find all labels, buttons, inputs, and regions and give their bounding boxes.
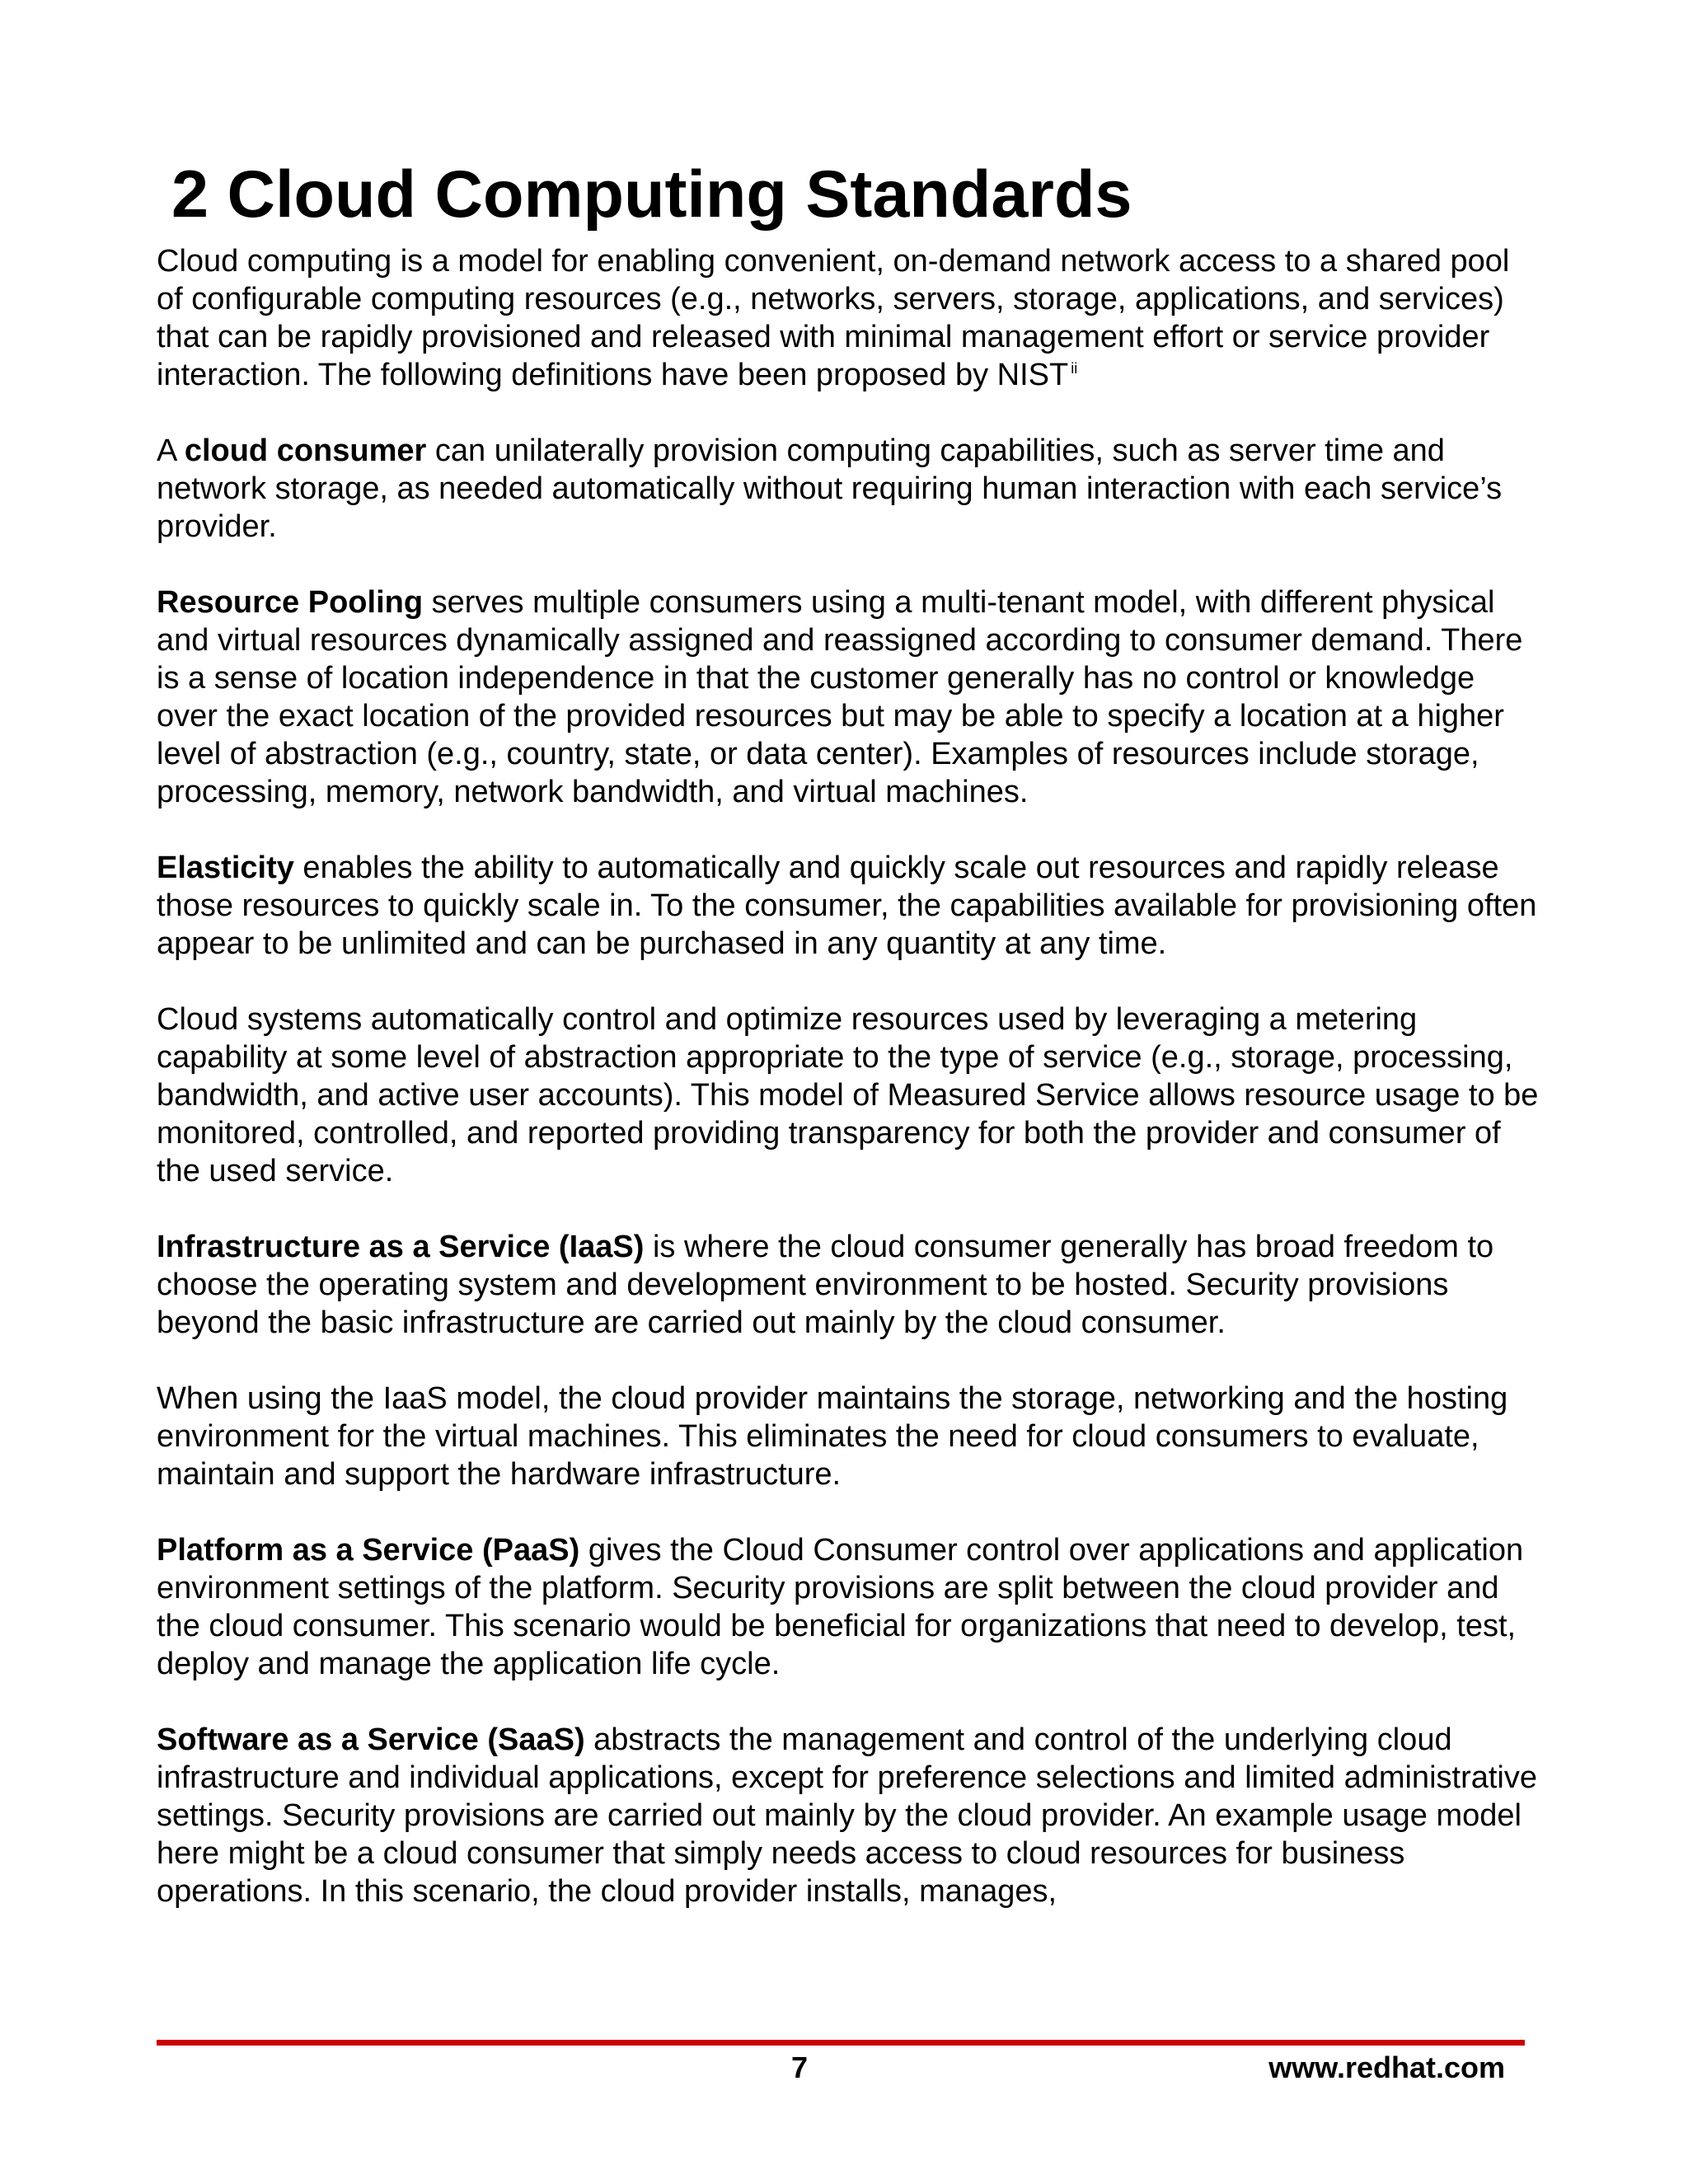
defined-term: Infrastructure as a Service (IaaS) [157,1230,645,1264]
defined-term: Elasticity [157,851,294,885]
page-heading: 2 Cloud Computing Standards [171,157,1132,232]
footnote-reference[interactable]: ii [1071,360,1078,377]
paragraph-elasticity [157,849,1541,963]
paragraph-saas [157,1721,1541,1910]
paragraph-text: can unilaterally provision computing capabilities, such as server time and network storage, as needed automatically without requiring human interaction with each service’s provider. [157,434,1503,544]
paragraph-text: gives the Cloud Consumer control over applications and application environment settings of the platform. Security provisions are split between the cloud provider and the cloud consumer. This scenario would be beneficial for organizations that need to develop, test, deploy and manage the application life cycle. [157,1533,1524,1681]
paragraph-text: is where the cloud consumer generally has broad freedom to choose the operating system and development environment to be hosted. Security provisions beyond the basic infrastructure are carried out mainly by the cloud consumer. [157,1230,1494,1340]
defined-term: cloud consumer [184,434,427,468]
footer-divider [157,2040,1525,2046]
paragraph-text: When using the IaaS model, the cloud provider maintains the storage, networking and the hosting environment for the virtual machines. This eliminates the need for cloud consumers to evaluate, maintain and support the hardware infrastructure. [157,1381,1508,1492]
paragraph-text: serves multiple consumers using a multi-tenant model, with different physical and virtual resources dynamically assigned and reassigned according to consumer demand. There is a sense of location independence in that the customer generally has no control or knowledge over the exact location of the provided resources but may be able to specify a location at a higher level of abstraction (e.g., country, state, or data center). Examples of resources include storage, processing, memory, network bandwidth, and virtual machines. [157,585,1523,809]
paragraph-prefix: A [157,434,185,468]
paragraph-text: Cloud systems automatically control and optimize resources used by leveraging a metering capability at some level of abstraction appropriate to the type of service (e.g., storage, processing, bandwidth, and active user accounts). This model of Measured Service allows resource usage to be monitored, controlled, and reported providing transparency for both the provider and consumer of the used service. [157,1002,1539,1188]
paragraph-intro [157,242,1541,394]
paragraph-resource-pooling [157,583,1541,811]
defined-term: Software as a Service (SaaS) [157,1722,585,1757]
paragraph-iaas-model [157,1380,1541,1493]
defined-term: Platform as a Service (PaaS) [157,1533,580,1568]
paragraph-text: Cloud computing is a model for enabling convenient, on-demand network access to a shared pool of configurable computing resources (e.g., networks, servers, storage, applications, and services) that can be rapidly provisioned and released with minimal management effort or service provider interaction. The following definitions have been proposed by NIST [157,244,1510,392]
paragraph-measured-service [157,1001,1541,1190]
paragraph-paas [157,1531,1541,1683]
website-link[interactable]: www.redhat.com [1268,2050,1505,2084]
paragraph-text: abstracts the management and control of the underlying cloud infrastructure and individual applications, except for preference selections and limited administrative settings. Security provisions are carried out mainly by the cloud provider. An example usage model here might be a cloud consumer that simply needs access to cloud resources for business operations. In this scenario, the cloud provider installs, manages, [157,1722,1537,1909]
defined-term: Resource Pooling [157,585,424,620]
paragraph-cloud-consumer [157,432,1541,546]
page-number: 7 [791,2050,809,2084]
body-content [157,242,1541,1948]
paragraph-iaas [157,1228,1541,1342]
paragraph-text: enables the ability to automatically and quickly scale out resources and rapidly release those resources to quickly scale in. To the consumer, the capabilities available for provisioning often appear to be unlimited and can be purchased in any quantity at any time. [157,851,1537,961]
